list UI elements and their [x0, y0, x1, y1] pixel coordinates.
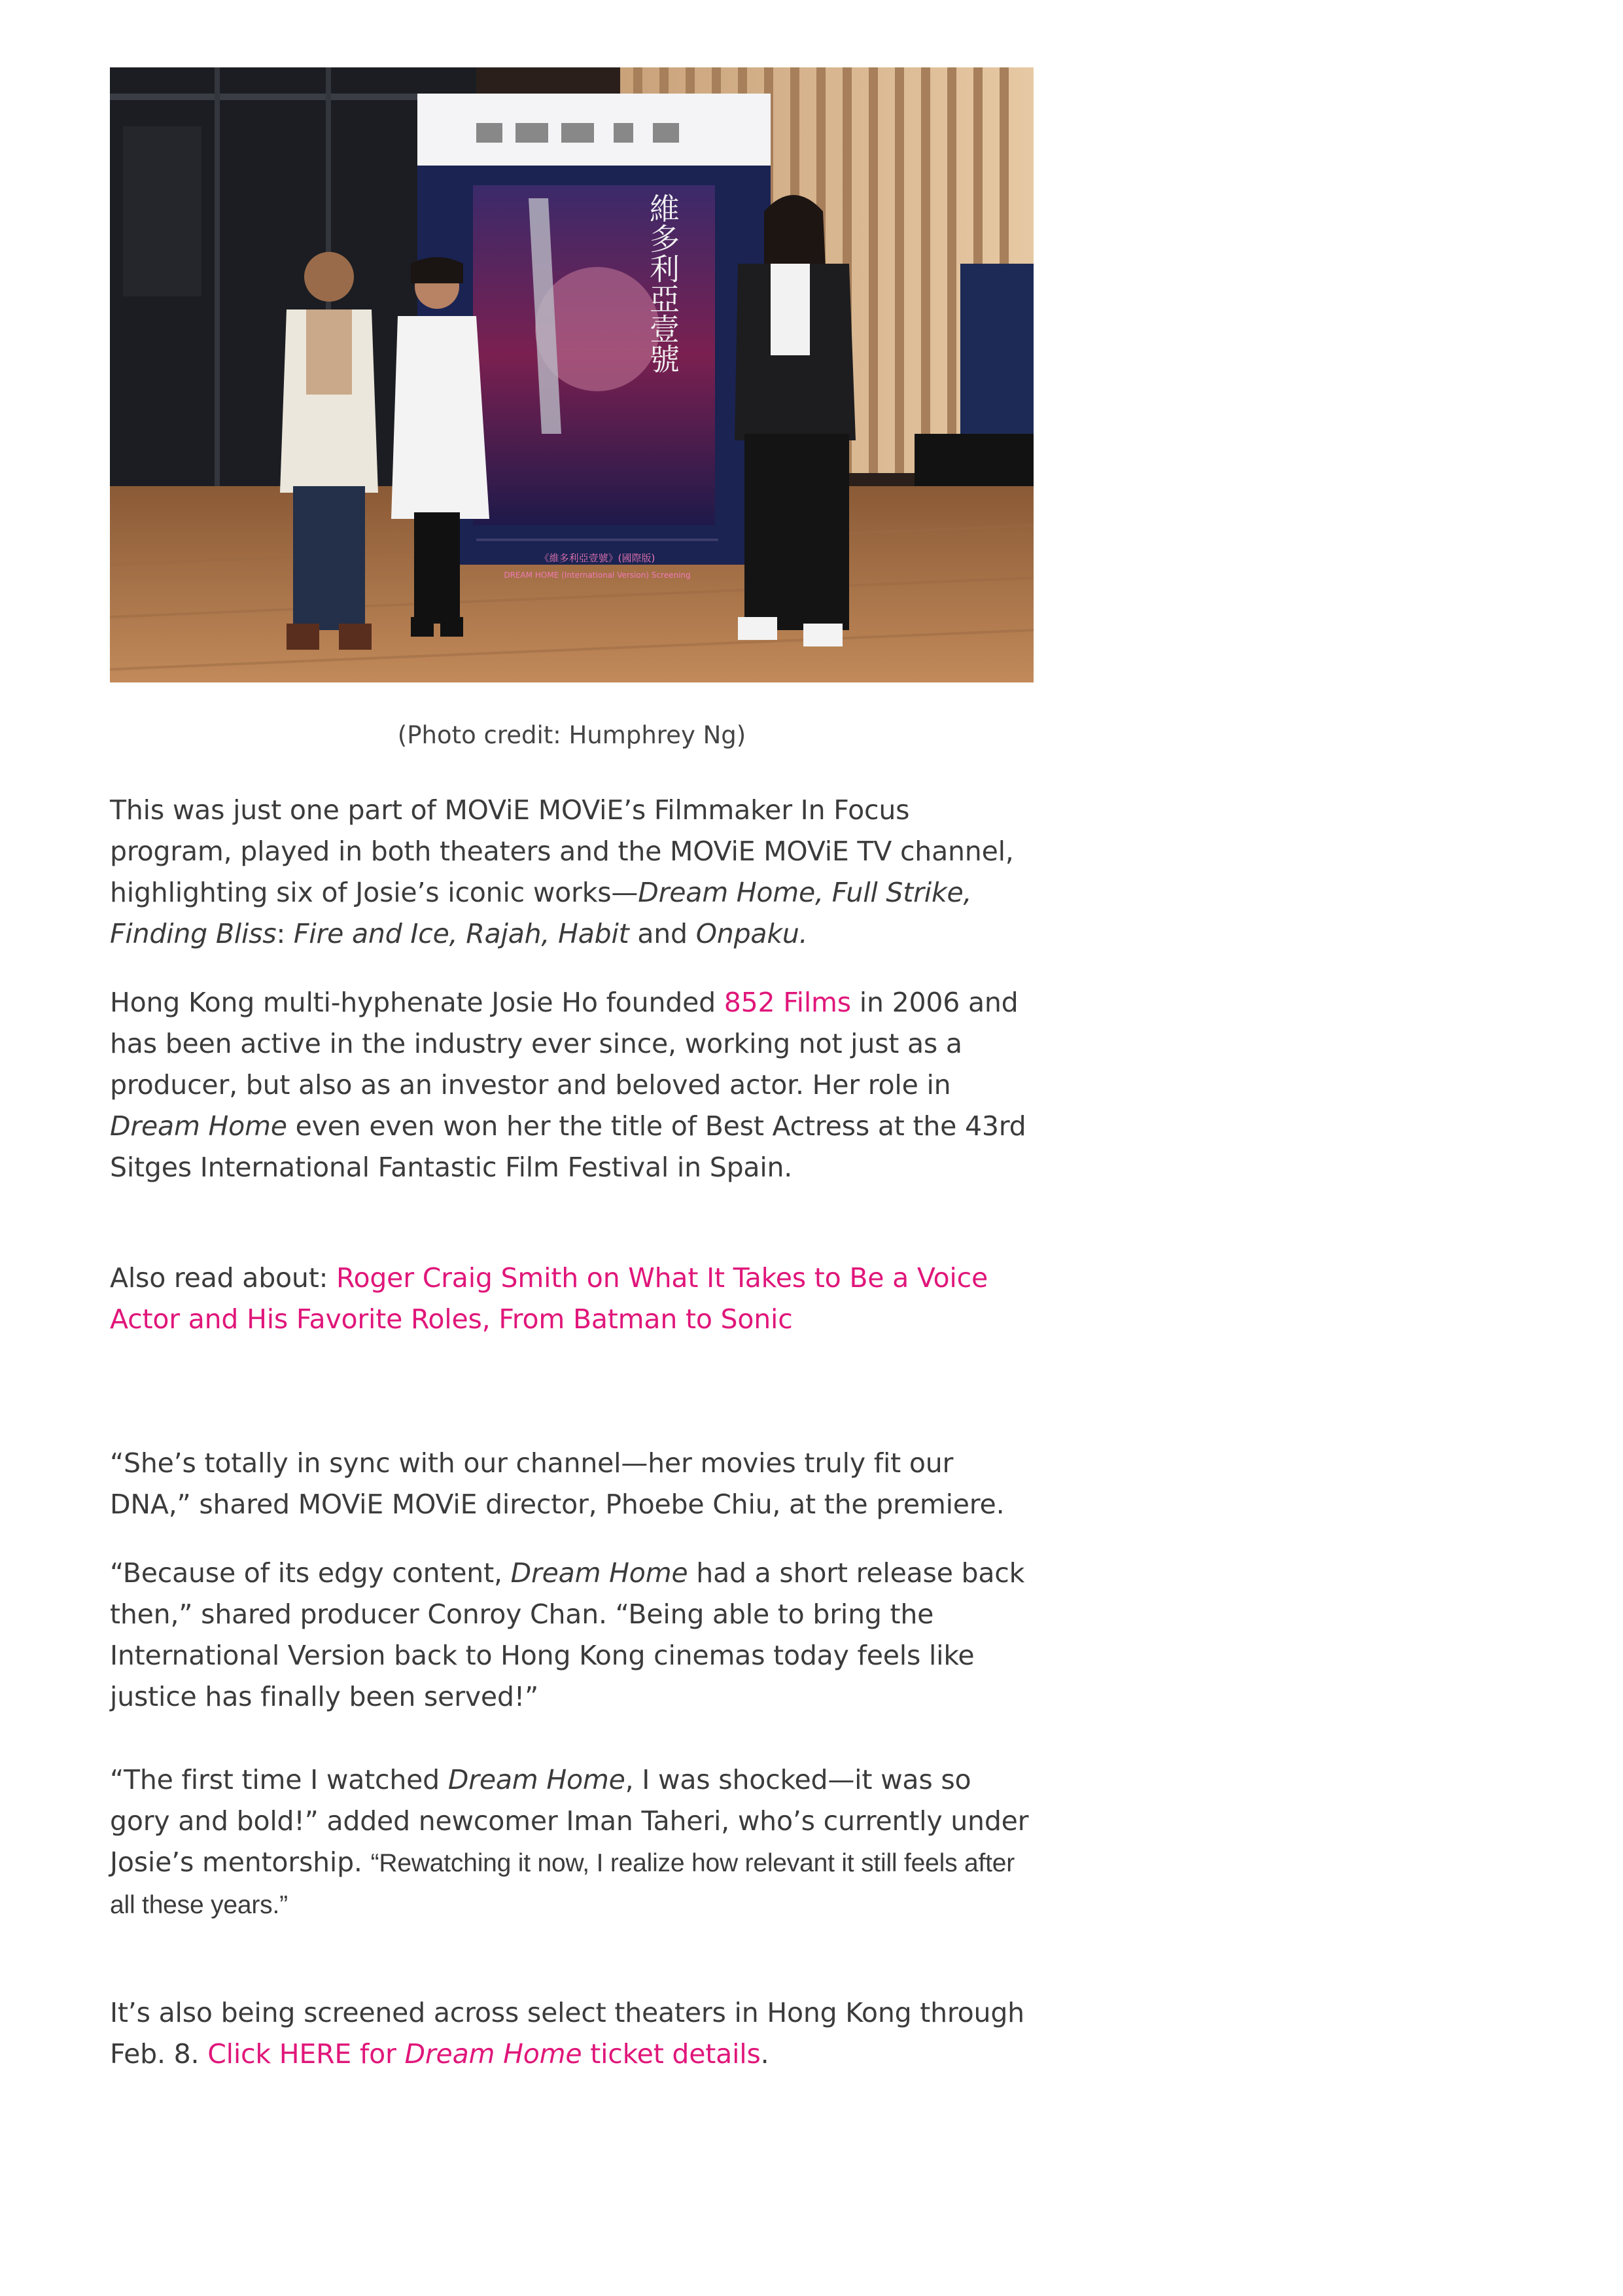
p7-text: It’s also being screened across select theaters in Hong Kong through Feb. 8. — [110, 1997, 1024, 2070]
p2-text-a: Hong Kong multi-hyphenate Josie Ho founded — [110, 987, 724, 1018]
paragraph-filmmaker-in-focus — [110, 790, 1034, 955]
quote-iman-taheri — [110, 1759, 1034, 1926]
p1-titles-c: Onpaku. — [695, 918, 808, 949]
photo-caption: (Photo credit: Humphrey Ng) — [397, 721, 746, 749]
poster-caption-cn: 《維多利亞壹號》(國際版) — [539, 552, 655, 564]
ticket-link-title: Dream Home — [404, 2038, 582, 2070]
p2-text-c: even even won her the title of Best Actress at the 43rd Sitges International Fantastic Film Festival in Spain. — [110, 1110, 1026, 1183]
p2-text-b: in 2006 and has been active in the industry ever since, working not just as a producer, but also as an investor and beloved actor. Her role in — [110, 987, 1019, 1101]
premiere-photo — [110, 67, 1034, 682]
quote-conroy-chan — [110, 1553, 1034, 1718]
paragraph-screening-info — [110, 1992, 1034, 2075]
paragraph-josie-ho — [110, 982, 1034, 1188]
ticket-link-a: Click HERE for — [207, 2038, 405, 2070]
p1-colon: : — [276, 918, 294, 949]
p7-period: . — [760, 2038, 769, 2070]
p5-text-a: “Because of its edgy content, — [110, 1557, 511, 1589]
p6-text-c: “Rewatching it now, I realize how relevant it still feels after all these years.” — [110, 1849, 1015, 1919]
p1-titles-b: Fire and Ice, Rajah, Habit — [293, 918, 629, 949]
also-read-label: Also read about: — [110, 1262, 337, 1294]
p2-title: Dream Home — [110, 1110, 287, 1142]
link-852-films[interactable]: 852 Films — [724, 987, 851, 1018]
p6-title: Dream Home — [447, 1764, 625, 1795]
link-related-article[interactable]: Roger Craig Smith on What It Takes to Be a Voice Actor and His Favorite Roles, From Batman to Sonic — [110, 1262, 988, 1335]
p1-text: This was just one part of MOViE MOViE’s Filmmaker In Focus program, played in both theaters and the MOViE MOViE TV channel, highlighting six of Josie’s iconic works— — [110, 794, 1014, 908]
poster-title: 維多利亞壹號 — [645, 193, 680, 374]
p6-text-a: “The first time I watched — [110, 1764, 448, 1795]
p1-titles-a: Dream Home, Full Strike, Finding Bliss — [110, 877, 972, 949]
p6-text-b: , I was shocked—it was so gory and bold!” added newcomer Iman Taheri, who’s currently under Josie’s mentorship. — [110, 1764, 1029, 1878]
quote-phoebe-chiu: “She’s totally in sync with our channel—her movies truly fit our DNA,” shared MOViE MOViE director, Phoebe Chiu, at the premiere. — [110, 1447, 1005, 1520]
p5-title: Dream Home — [510, 1557, 688, 1589]
p1-and: and — [629, 918, 696, 949]
link-ticket-details[interactable] — [207, 2038, 760, 2070]
ticket-link-b: ticket details — [582, 2038, 761, 2070]
p5-text-b: had a short release back then,” shared producer Conroy Chan. “Being able to bring the International Version back to Hong Kong cinemas today feels like justice has finally been served!” — [110, 1557, 1025, 1712]
poster-caption-en: DREAM HOME (International Version) Screening — [504, 571, 691, 580]
paragraph-also-read — [110, 1258, 1034, 1340]
